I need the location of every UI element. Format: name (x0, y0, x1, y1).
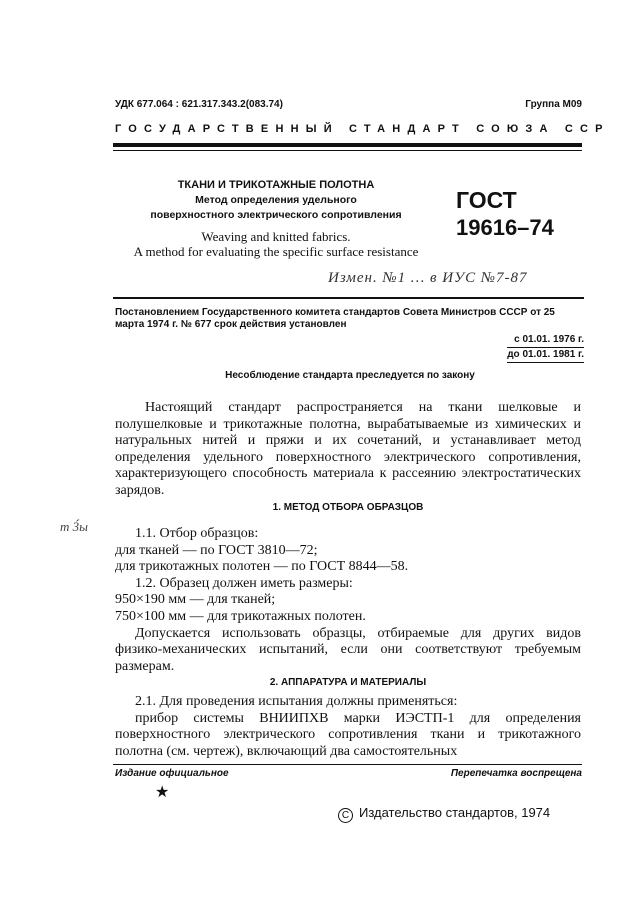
title-russian (116, 178, 436, 223)
s1-line6: 750×100 мм — для трикотажных полотен. (115, 608, 366, 624)
date-to: до 01.01. 1981 г. (507, 348, 584, 363)
title-ru-line2: Метод определения удельного (195, 194, 357, 206)
section2-heading: 2. АППАРАТУРА И МАТЕРИАЛЫ (269, 677, 427, 688)
s2-line2: прибор системы ВНИИПХВ марки ИЭСТП-1 для определения поверхностного электрического сопротивления ткани и трикотажного полотна (см. чертеж), включающий два самостоятельных (115, 710, 581, 759)
copyright-text: Издательство стандартов, 1974 (359, 805, 551, 820)
header-rule-thin (113, 150, 582, 151)
reprint-prohibited: Перепечатка воспрещена (450, 768, 582, 779)
section2-body (115, 694, 581, 760)
title-ru-line3: поверхностного электрического сопротивления (150, 209, 402, 221)
section1-heading: 1. МЕТОД ОТБОРА ОБРАЗЦОВ (272, 502, 424, 513)
s1-line2: для тканей — по ГОСТ 3810—72; (115, 542, 318, 558)
decree-text: Постановлением Государственного комитета стандартов Совета Министров СССР от 25 марта 1974 г. № 677 срок действия установлен (115, 307, 555, 330)
validity-dates (507, 333, 584, 363)
state-standard-banner: ГОСУДАРСТВЕННЫЙ СТАНДАРТ СОЮЗА ССР (115, 123, 610, 135)
gost-label: ГОСТ (456, 187, 517, 213)
group-code: Группа М09 (525, 99, 582, 110)
margin-note: т 3́́ы (60, 519, 88, 534)
copyright-icon: C (338, 808, 353, 823)
footer-rule (113, 764, 582, 765)
copyright (338, 805, 550, 823)
title-en-line1: Weaving and knitted fabrics. (201, 229, 351, 244)
law-warning: Несоблюдение стандарта преследуется по закону (225, 370, 475, 381)
title-en-line2: A method for evaluating the specific surface resistance (133, 244, 419, 259)
s2-line1: 2.1. Для проведения испытания должны применяться: (135, 694, 458, 709)
date-from: с 01.01. 1976 г. (507, 333, 584, 348)
s1-line4: 1.2. Образец должен иметь размеры: (135, 575, 353, 591)
header-rule-thick (113, 143, 582, 147)
official-edition: Издание официальное (115, 768, 229, 779)
s1-line5: 950×190 мм — для тканей; (115, 592, 276, 608)
intro-paragraph: Настоящий стандарт распространяется на ткани шелковые и полушелковые и трикотажные полотна, вырабатываемые из химических и натуральных нитей и пряжи и их сочетаний, и устанавливает метод определения удельного поверхностного электрического сопротивления, характеризующего способность материала к рассеянию электростатических зарядов. (115, 400, 581, 498)
title-rule (113, 297, 584, 299)
title-english (112, 229, 440, 259)
title-ru-line1: ТКАНИ И ТРИКОТАЖНЫЕ ПОЛОТНА (177, 179, 375, 191)
handwritten-note: Измен. №1 … в ИУС №7-87 (328, 270, 528, 286)
gost-number: 19616–74 (456, 215, 554, 240)
gost-designation (456, 186, 554, 242)
section1-body (115, 526, 581, 675)
s1-line3: для трикотажных полотен — по ГОСТ 8844—58. (115, 559, 409, 575)
s1-line1: 1.1. Отбор образцов: (135, 526, 259, 541)
s1-line7: Допускается использовать образцы, отбираемые для других видов физико-механических испытаний, если они соответствуют требуемым размерам. (115, 625, 581, 674)
star-icon: ★ (155, 784, 170, 801)
udk-code: УДК 677.064 : 621.317.343.2(083.74) (115, 99, 283, 110)
